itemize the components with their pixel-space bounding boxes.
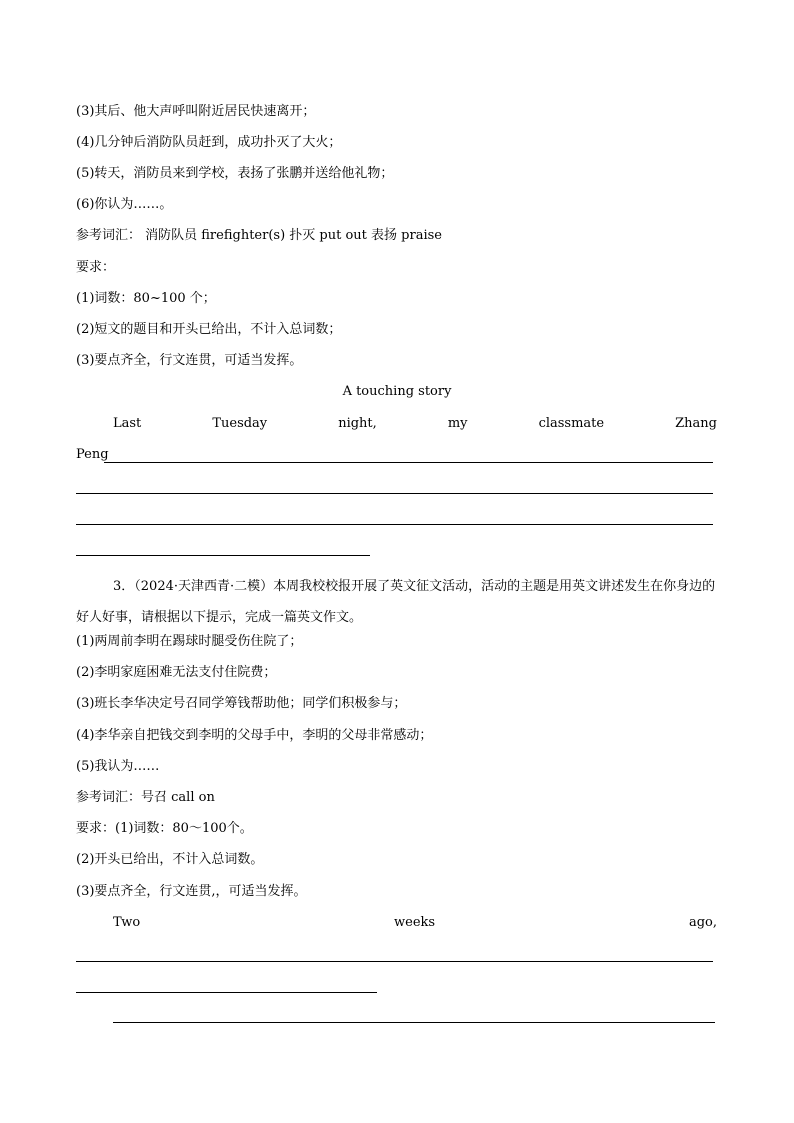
start-word: Zhang xyxy=(675,416,717,431)
requirements-label: 要求： xyxy=(76,260,116,275)
prompt-line: (3)班长李华决定号召同学筹钱帮助他；同学们积极参与； xyxy=(76,696,407,711)
start-word: my xyxy=(447,416,468,431)
essay-start xyxy=(113,915,717,931)
requirement-line: (1)词数：80~100 个； xyxy=(76,291,216,306)
vocab-hint: 参考词汇：号召 call on xyxy=(76,790,215,805)
essay-title: A touching story xyxy=(342,384,452,399)
start-word: classmate xyxy=(538,416,605,431)
prompt-line: (3)其后、他大声呼叫附近居民快速离开； xyxy=(76,104,316,119)
prompt-line: (4)李华亲自把钱交到李明的父母手中，李明的父母非常感动； xyxy=(76,728,433,743)
prompt-line: (2)李明家庭困难无法支付住院费； xyxy=(76,665,277,680)
answer-line[interactable] xyxy=(76,961,713,962)
vocab-hint: 参考词汇： 消防队员 firefighter(s) 扑灭 put out 表扬 praise xyxy=(76,228,442,243)
start-word: ago, xyxy=(688,915,717,930)
answer-line[interactable] xyxy=(76,524,713,525)
answer-line[interactable] xyxy=(76,555,370,556)
start-word: weeks xyxy=(394,915,436,930)
start-word: Last xyxy=(113,416,142,431)
requirement-line: (3)要点齐全，行文连贯,，可适当发挥。 xyxy=(76,884,307,899)
prompt-line: (4)几分钟后消防队员赶到，成功扑灭了大火； xyxy=(76,135,342,150)
prompt-line: (1)两周前李明在踢球时腿受伤住院了； xyxy=(76,634,303,649)
start-word: Two xyxy=(113,915,141,930)
requirement-line: (2)短文的题目和开头已给出，不计入总词数； xyxy=(76,322,342,337)
answer-line[interactable] xyxy=(113,1022,715,1023)
requirement-line: 要求：(1)词数：80～100个。 xyxy=(76,821,253,836)
prompt-line: (5)我认为…… xyxy=(76,759,160,774)
essay-start xyxy=(113,416,717,432)
requirement-line: (3)要点齐全，行文连贯，可适当发挥。 xyxy=(76,353,303,368)
prompt-line: (6)你认为……。 xyxy=(76,197,173,212)
answer-line[interactable] xyxy=(76,493,713,494)
requirement-line: (2)开头已给出，不计入总词数。 xyxy=(76,852,264,867)
start-word: Tuesday xyxy=(212,416,268,431)
start-word: night, xyxy=(338,416,377,431)
answer-line[interactable] xyxy=(104,462,713,463)
answer-line[interactable] xyxy=(76,992,377,993)
question-intro: 3．（2024·天津西青·二模）本周我校校报开展了英文征文活动，活动的主题是用英文讲述发生在你身边的好人好事，请根据以下提示，完成一篇英文作文。 xyxy=(76,579,716,625)
essay-start-continue: Peng xyxy=(76,447,109,462)
prompt-line: (5)转天，消防员来到学校，表扬了张鹏并送给他礼物； xyxy=(76,166,394,181)
